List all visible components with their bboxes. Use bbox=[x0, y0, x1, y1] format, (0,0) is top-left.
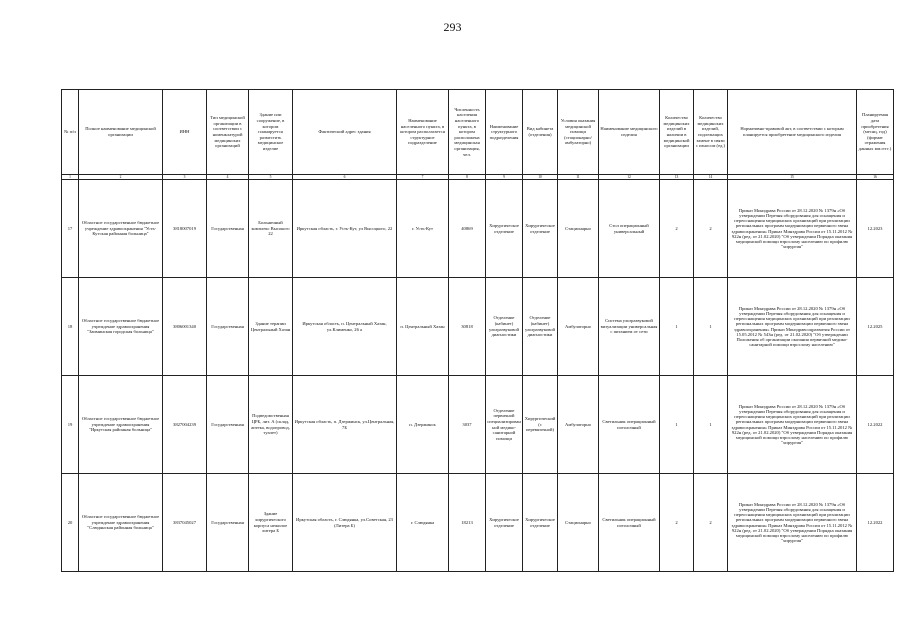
header-cell: Тип медицинской организации в соответствии с номенклатурой медицинских организаций bbox=[207, 90, 249, 175]
org-type: Государственная bbox=[207, 376, 249, 474]
building: Здание терапии Центральный Хазан bbox=[249, 278, 293, 376]
column-number: 9 bbox=[486, 175, 523, 180]
column-number: 5 bbox=[249, 175, 293, 180]
locality: п. Центральный Хазан bbox=[397, 278, 449, 376]
building: Подведомственная ЦРБ, лит. А (склад, аптека, водопровод, туалет) bbox=[249, 376, 293, 474]
address: Иркутская область, п. Центральный Хазан, ул.Клименко, 26 а bbox=[293, 278, 397, 376]
header-cell: № п/п bbox=[62, 90, 79, 175]
column-number: 4 bbox=[207, 175, 249, 180]
unit: Отделение (кабинет) ультразвуковой диагностики bbox=[486, 278, 523, 376]
planned-date: 12.2023 bbox=[857, 180, 894, 278]
header-cell: Наименование медицинского изделия bbox=[599, 90, 660, 175]
column-number: 16 bbox=[857, 175, 894, 180]
header-cell: Полное наименование медицинской организации bbox=[79, 90, 163, 175]
header-cell: Наименование структурного подразделения bbox=[486, 90, 523, 175]
header-cell: Условия оказания медицинской помощи (стационарно/амбулаторно) bbox=[558, 90, 599, 175]
header-cell: Количество медицинских изделий в наличии в медицинской организации bbox=[660, 90, 694, 175]
population: 40869 bbox=[449, 180, 486, 278]
page-number: 293 bbox=[443, 20, 462, 34]
inn: 3806001340 bbox=[163, 278, 207, 376]
device: Система ультразвуковой визуализации универсальная с питанием от сети bbox=[599, 278, 660, 376]
column-number: 13 bbox=[660, 175, 694, 180]
header-cell: Вид кабинета (отделения) bbox=[523, 90, 558, 175]
header-cell: Наименование населенного пункта, в котором располагается структурное подразделение bbox=[397, 90, 449, 175]
org-type: Государственная bbox=[207, 180, 249, 278]
legal-act: Приказ Минздрава России от 28.12.2020 № 1379н «Об утверждении Перечня оборудования для оснащения и переоснащения медицинских организаций при реализации региональных программ модернизации первичного звена здравоохранения» Приказ Минздравсоцразвития России от 15.05.2012 № 543н (ред. от 21.02.2020) "Об утверждении Положения об организации оказания первичной медико-санитарной помощи взрослому населению" bbox=[728, 278, 857, 376]
device: Светильник операционный потолочный bbox=[599, 474, 660, 572]
cabinet: Хирургическое отделение bbox=[523, 474, 558, 572]
row-number: 20 bbox=[62, 474, 79, 572]
qty-replace: 2 bbox=[694, 474, 728, 572]
table-row bbox=[62, 474, 894, 572]
org-name: Областное государственное бюджетное учреждение здравоохранения "Усть-Кутская районная больница" bbox=[79, 180, 163, 278]
org-name: Областное государственное бюджетное учреждение здравоохранения "Заиминская городская больница" bbox=[79, 278, 163, 376]
qty-have: 1 bbox=[660, 278, 694, 376]
header-cell: Планируемая дата приобретения (месяц, год) (формат отражения данных мм.гггг.) bbox=[857, 90, 894, 175]
locality: г. Усть-Кут bbox=[397, 180, 449, 278]
header-cell: Численность населения населенного пункта, в котором расположена медицинская организация, чел. bbox=[449, 90, 486, 175]
column-number: 6 bbox=[293, 175, 397, 180]
planned-date: 12.2022 bbox=[857, 376, 894, 474]
registry-table bbox=[61, 89, 894, 572]
building: Больничный комплекс Высокого 22 bbox=[249, 180, 293, 278]
column-number: 2 bbox=[79, 175, 163, 180]
address: Иркутская область, г. Усть-Кут, ул Высоцкого, 22 bbox=[293, 180, 397, 278]
header-cell: Здание или сооружение, в котором планируется разместить медицинское изделие bbox=[249, 90, 293, 175]
org-name: Областное государственное бюджетное учреждение здравоохранения "Слюдянская районная больница" bbox=[79, 474, 163, 572]
header-cell: Количество медицинских изделий, подлежащих замене в связи с износом (ед.) bbox=[694, 90, 728, 175]
planned-date: 12.2022 bbox=[857, 474, 894, 572]
table-row bbox=[62, 180, 894, 278]
cabinet: Хирургическое отделение bbox=[523, 180, 558, 278]
table-row bbox=[62, 278, 894, 376]
device: Светильник операционный потолочный bbox=[599, 376, 660, 474]
column-number: 7 bbox=[397, 175, 449, 180]
address: Иркутская область, п. Дзержинск, ул.Центральная, 7Б bbox=[293, 376, 397, 474]
population: 18213 bbox=[449, 474, 486, 572]
population: 30818 bbox=[449, 278, 486, 376]
unit: Хирургическое отделение bbox=[486, 474, 523, 572]
column-number: 15 bbox=[728, 175, 857, 180]
org-name: Областное государственное бюджетное учреждение здравоохранения "Иркутская районная больница" bbox=[79, 376, 163, 474]
qty-have: 2 bbox=[660, 474, 694, 572]
legal-act: Приказ Минздрава России от 28.12.2020 № 1379н «Об утверждении Перечня оборудования для оснащения и переоснащения медицинских организаций при реализации региональных программ модернизации первичного звена здравоохранения» Приказ Минздрава России от 15.11.2012 № 922н (ред. от 21.02.2020) "Об утверждении Порядка оказания медицинской помощи взрослому населению по профилю "хирургия" bbox=[728, 180, 857, 278]
column-number: 12 bbox=[599, 175, 660, 180]
address: Иркутская область, г. Слюдянка, ул.Советская, 23 (Литера Б) bbox=[293, 474, 397, 572]
qty-replace: 1 bbox=[694, 376, 728, 474]
conditions: Амбулаторно bbox=[558, 376, 599, 474]
table-row bbox=[62, 376, 894, 474]
qty-replace: 2 bbox=[694, 180, 728, 278]
device: Стол операционный универсальный bbox=[599, 180, 660, 278]
cabinet: Отделение (кабинет) ультразвуковой диагностики bbox=[523, 278, 558, 376]
column-number: 14 bbox=[694, 175, 728, 180]
column-number: 3 bbox=[163, 175, 207, 180]
planned-date: 12.2025 bbox=[857, 278, 894, 376]
org-type: Государственная bbox=[207, 474, 249, 572]
column-number: 11 bbox=[558, 175, 599, 180]
column-number: 10 bbox=[523, 175, 558, 180]
cabinet: Хирургический (с перевязочной) bbox=[523, 376, 558, 474]
row-number: 18 bbox=[62, 278, 79, 376]
conditions: Стационарно bbox=[558, 474, 599, 572]
unit: Хирургическое отделение bbox=[486, 180, 523, 278]
locality: г. Слюдянка bbox=[397, 474, 449, 572]
conditions: Амбулаторно bbox=[558, 278, 599, 376]
building: Здание хирургического корпуса нежилое литера Б bbox=[249, 474, 293, 572]
qty-have: 2 bbox=[660, 180, 694, 278]
qty-have: 1 bbox=[660, 376, 694, 474]
unit: Отделение первичной специализированной медико-санитарной помощи bbox=[486, 376, 523, 474]
header-cell: ИНН bbox=[163, 90, 207, 175]
conditions: Стационарно bbox=[558, 180, 599, 278]
inn: 3827004239 bbox=[163, 376, 207, 474]
header-cell: Нормативно-правовой акт, в соответствии с которым планируется приобретение медицинского изделия bbox=[728, 90, 857, 175]
row-number: 19 bbox=[62, 376, 79, 474]
inn: 3818007019 bbox=[163, 180, 207, 278]
legal-act: Приказ Минздрава России от 28.12.2020 № 1379н «Об утверждении Перечня оборудования для оснащения и переоснащения медицинских организаций при реализации региональных программ модернизации первичного звена здравоохранения» Приказ Минздрава России от 15.11.2012 № 922н (ред. от 21.02.2020) "Об утверждении Порядка оказания медицинской помощи взрослому населению по профилю "хирургия" bbox=[728, 474, 857, 572]
column-number: 8 bbox=[449, 175, 486, 180]
header-cell: Фактический адрес здания bbox=[293, 90, 397, 175]
legal-act: Приказ Минздрава России от 28.12.2020 № 1379н «Об утверждении Перечня оборудования для оснащения и переоснащения медицинских организаций при реализации региональных программ модернизации первичного звена здравоохранения» Приказ Минздрава России от 15.11.2012 № 922н (ред. от 21.02.2020) "Об утверждении Порядка оказания медицинской помощи взрослому населению по профилю "хирургия" bbox=[728, 376, 857, 474]
locality: п. Дзержинск bbox=[397, 376, 449, 474]
column-number: 1 bbox=[62, 175, 79, 180]
row-number: 17 bbox=[62, 180, 79, 278]
org-type: Государственная bbox=[207, 278, 249, 376]
qty-replace: 1 bbox=[694, 278, 728, 376]
inn: 3837045027 bbox=[163, 474, 207, 572]
population: 3037 bbox=[449, 376, 486, 474]
header-row bbox=[62, 90, 894, 175]
